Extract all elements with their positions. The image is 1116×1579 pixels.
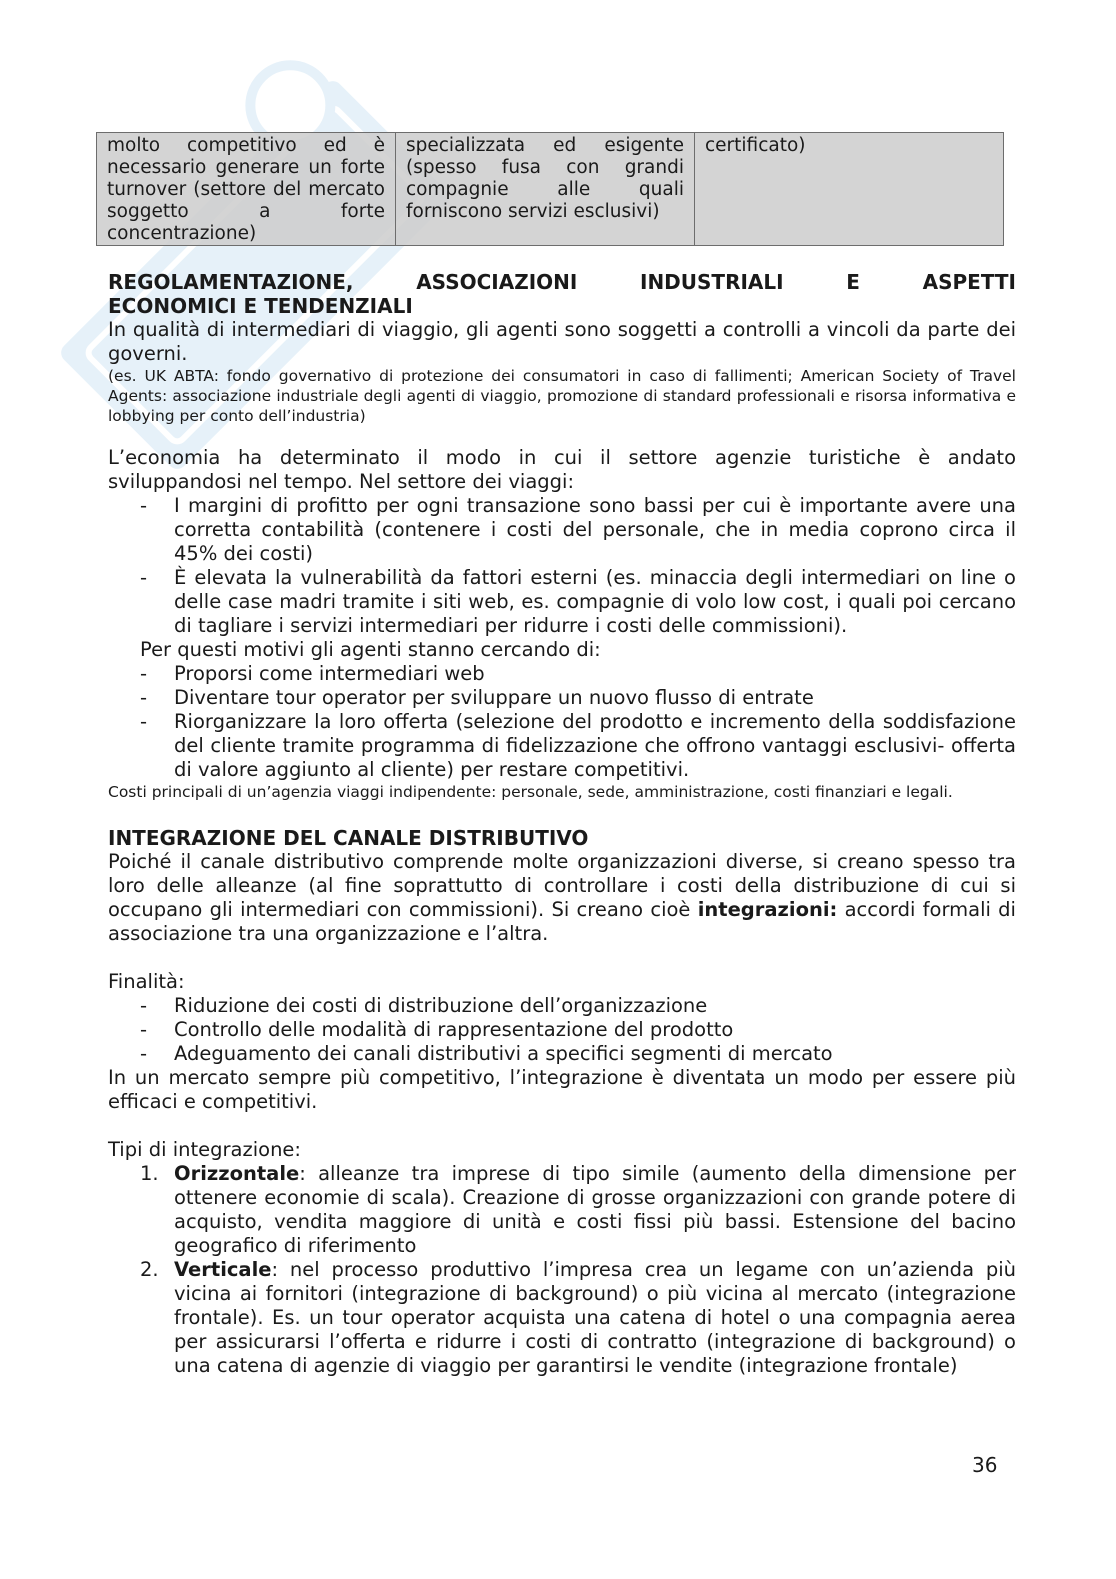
bullet-list	[108, 994, 1016, 1066]
section-heading: INTEGRAZIONE DEL CANALE DISTRIBUTIVO	[108, 826, 589, 850]
list-item: - Riorganizzare la loro offerta (selezione del prodotto e incremento della soddisfazione del cliente tramite programma di fidelizzazione che offrono vantaggi esclusivi- offerta di valore aggiunto al cliente) per restare competitivi.	[140, 710, 1016, 781]
list-item: - Controllo delle modalità di rappresentazione del prodotto	[140, 1018, 734, 1041]
list-item: 1. Orizzontale: alleanze tra imprese di tipo simile (aumento della dimensione per ottenere economie di scala). Creazione di grosse organizzazioni con grande potere di acquisto, vendita maggiore di unità e costi fissi più bassi. Estensione del bacino geografico di riferimento	[140, 1162, 1016, 1257]
section-heading: ECONOMICI E TENDENZIALI	[108, 294, 413, 318]
table-cell: molto competitivo ed è necessario generare un forte turnover (settore del mercato soggetto a forte concentrazione)	[97, 133, 396, 246]
main-content	[108, 270, 1016, 1378]
paragraph: In un mercato sempre più competitivo, l’integrazione è diventata un modo per essere più efficaci e competitivi.	[108, 1066, 1016, 1113]
note-paragraph: (es. UK ABTA: fondo governativo di protezione dei consumatori in caso di fallimenti; American Society of Travel Agents: associazione industriale degli agenti di viaggio, promozione di standard professionali e risorsa informativa e lobbying per conto dell’industria)	[108, 367, 1016, 425]
bullet-list	[108, 494, 1016, 638]
bullet-list	[108, 662, 1016, 782]
list-item: - Riduzione dei costi di distribuzione dell’organizzazione	[140, 994, 708, 1017]
continued-table	[96, 132, 1004, 246]
paragraph: Per questi motivi gli agenti stanno cercando di:	[140, 638, 601, 661]
list-item: - Diventare tour operator per sviluppare un nuovo flusso di entrate	[140, 686, 814, 709]
paragraph: L’economia ha determinato il modo in cui il settore agenzie turistiche è andato sviluppandosi nel tempo. Nel settore dei viaggi:	[108, 446, 1016, 493]
paragraph: Poiché il canale distributivo comprende molte organizzazioni diverse, si creano spesso tra loro delle alleanze (al fine soprattutto di controllare i costi della distribuzione di cui si occupano gli intermediari con commissioni). Si creano cioè integrazioni: accordi formali di associazione tra una organizzazione e l’altra.	[108, 850, 1016, 945]
list-item: - Proporsi come intermediari web	[140, 662, 485, 685]
note-paragraph: Costi principali di un’agenzia viaggi indipendente: personale, sede, amministrazione, costi finanziari e legali.	[108, 783, 953, 801]
list-item: - È elevata la vulnerabilità da fattori esterni (es. minaccia degli intermediari on line o delle case madri tramite i siti web, es. compagnie di volo low cost, i quali poi cercano di tagliare i servizi intermediari per ridurre i costi delle commissioni).	[140, 566, 1016, 637]
section-heading: REGOLAMENTAZIONE, ASSOCIAZIONI INDUSTRIALI E ASPETTI	[108, 270, 1016, 294]
paragraph: Tipi di integrazione:	[108, 1138, 301, 1161]
list-item: - I margini di profitto per ogni transazione sono bassi per cui è importante avere una corretta contabilità (contenere i costi del personale, che in media coprono circa il 45% dei costi)	[140, 494, 1016, 565]
list-item: - Adeguamento dei canali distributivi a specifici segmenti di mercato	[140, 1042, 833, 1065]
paragraph: Finalità:	[108, 970, 185, 993]
list-item: 2. Verticale: nel processo produttivo l’impresa crea un legame con un’azienda più vicina ai fornitori (integrazione di background) o più vicina al mercato (integrazione frontale). Es. un tour operator acquista una catena di hotel o una compagnia aerea per assicurarsi l’offerta e ridurre i costi di contratto (integrazione di background) o una catena di agenzie di viaggio per garantirsi le vendite (integrazione frontale)	[140, 1258, 1016, 1377]
paragraph: In qualità di intermediari di viaggio, gli agenti sono soggetti a controlli a vincoli da parte dei governi.	[108, 318, 1016, 365]
table-row	[97, 133, 1004, 246]
numbered-list	[108, 1162, 1016, 1378]
table-cell: specializzata ed esigente (spesso fusa con grandi compagnie alle quali forniscono servizi esclusivi)	[396, 133, 695, 246]
table-cell: certificato)	[695, 133, 1004, 246]
page-number: 36	[972, 1453, 998, 1477]
